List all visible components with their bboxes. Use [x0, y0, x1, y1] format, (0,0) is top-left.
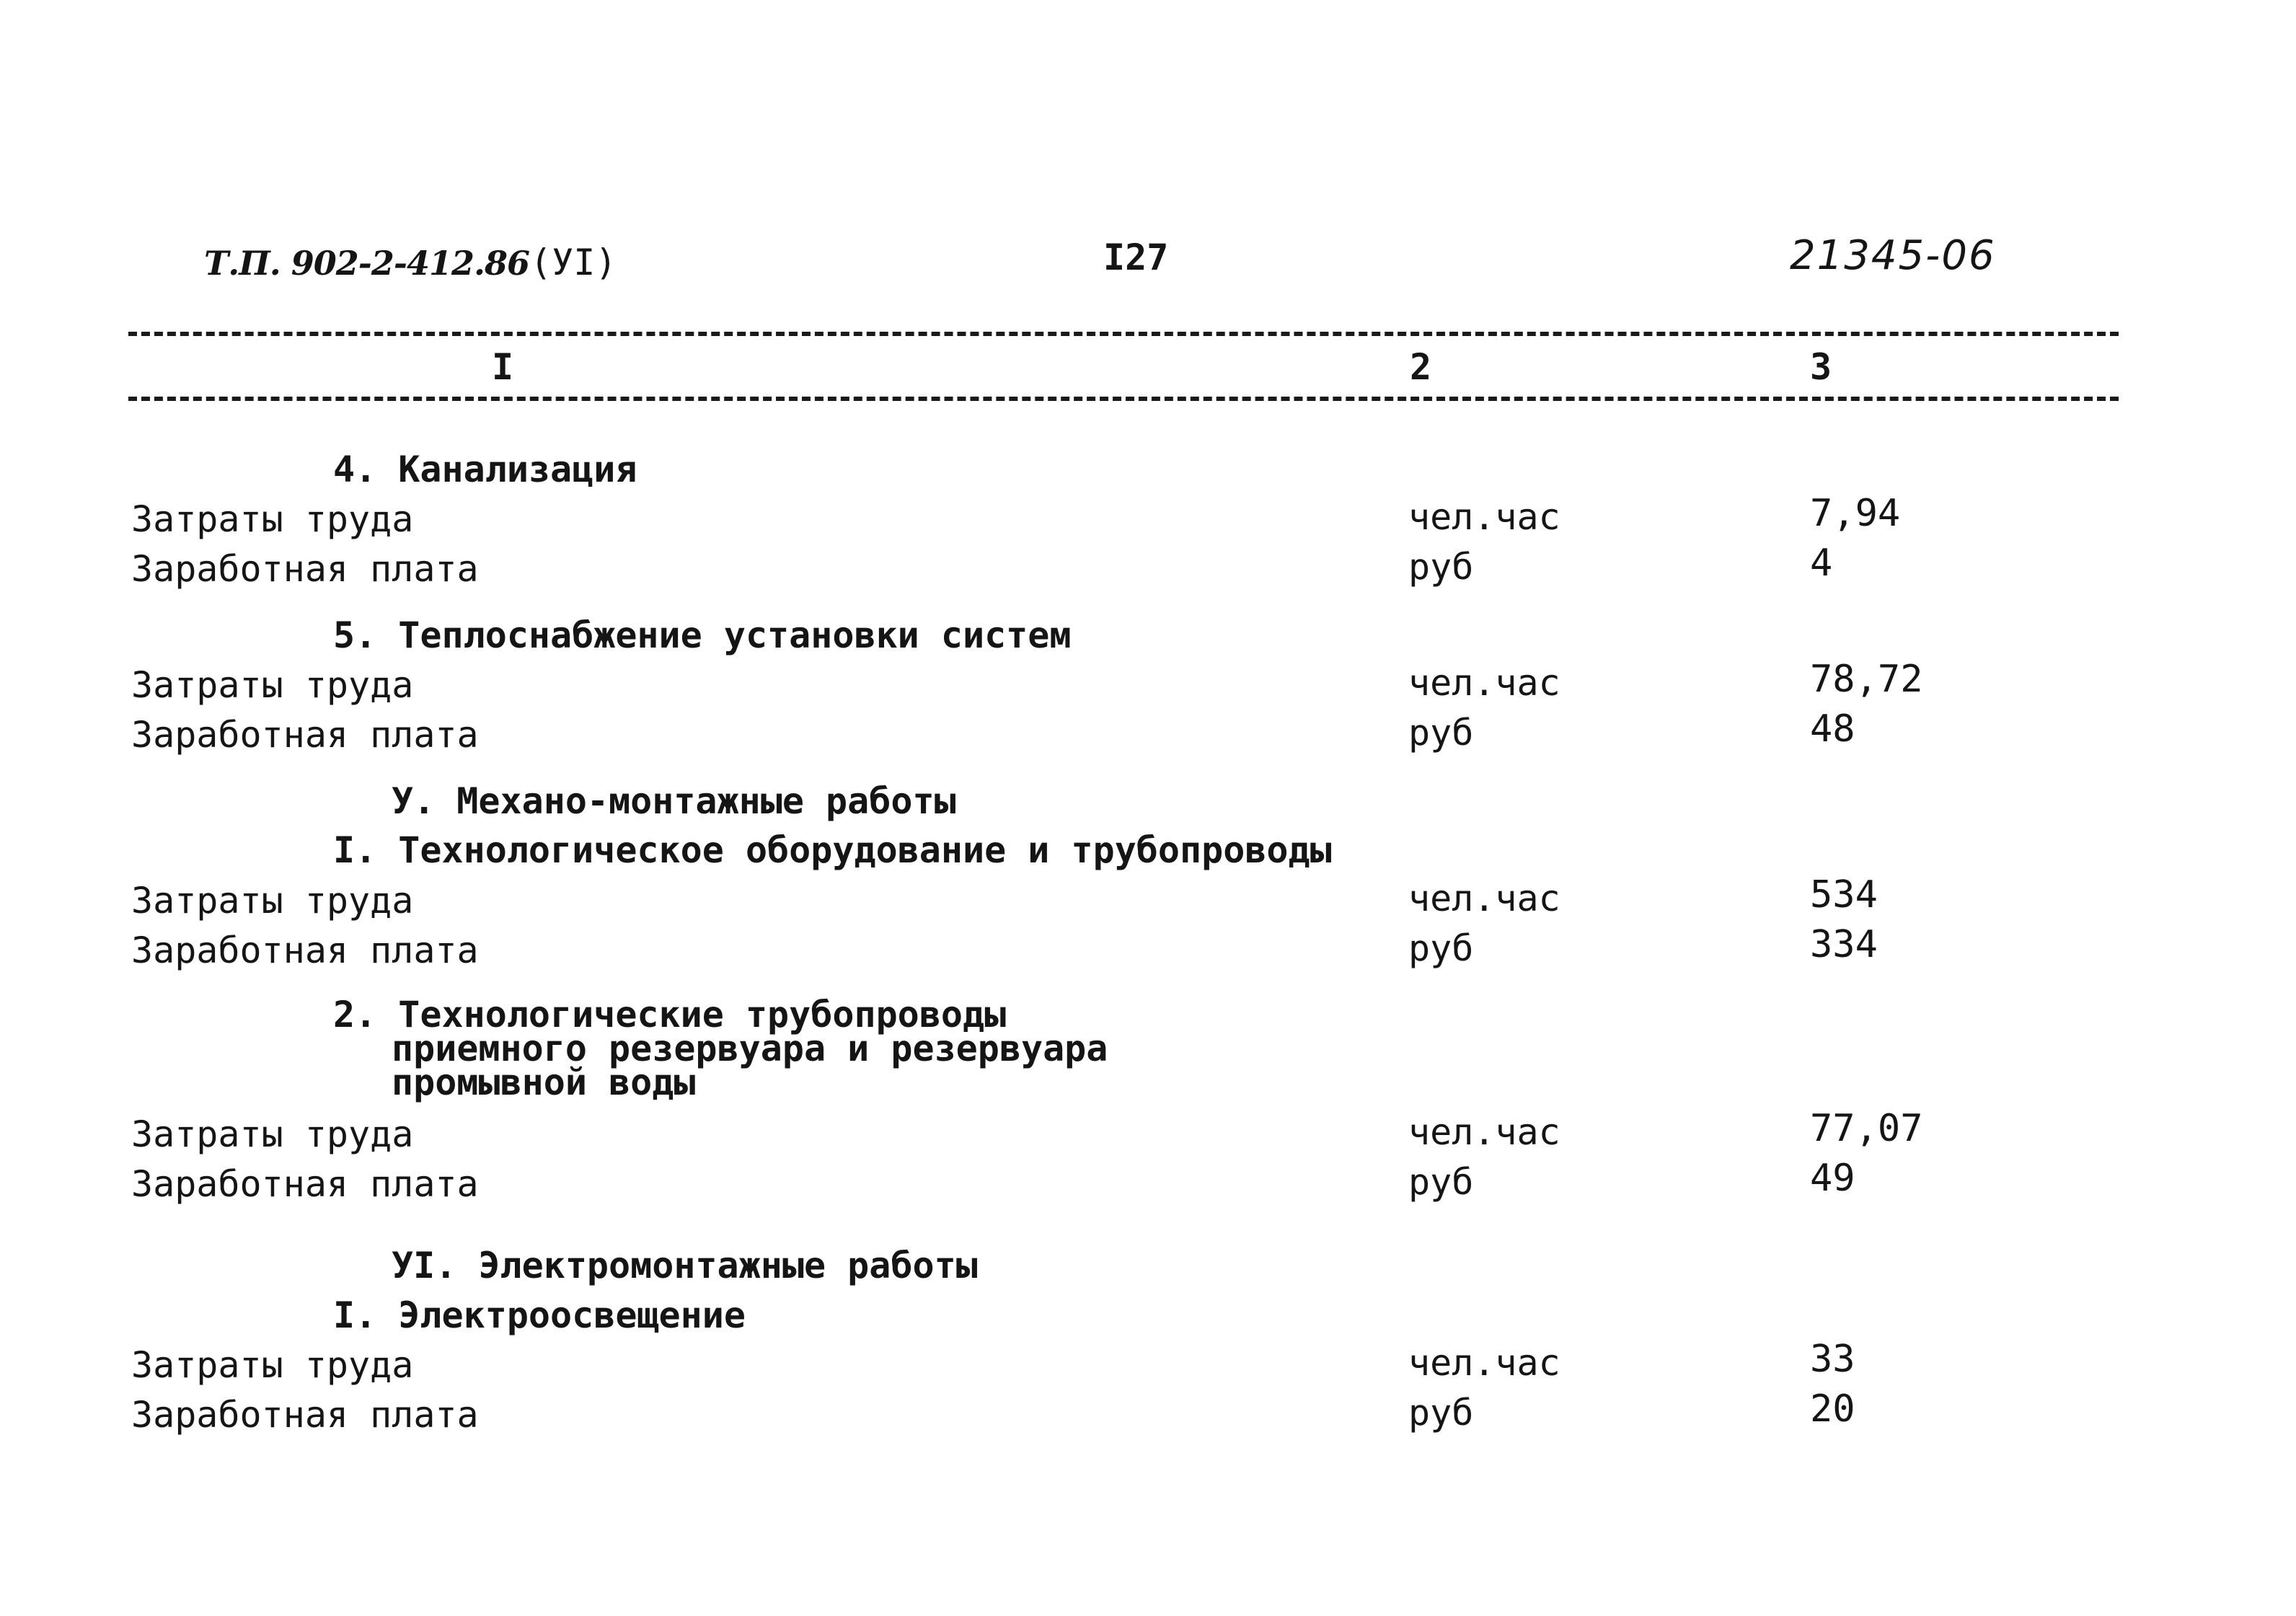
row-unit: чел.час — [1408, 878, 1560, 919]
document-number: 21345-06 — [1790, 232, 1996, 279]
section-title-line: приемного резервуара и резервуара — [392, 1028, 1108, 1069]
section-heading: УI. Электромонтажные работы — [392, 1245, 978, 1286]
row-value: 77,07 — [1810, 1107, 1923, 1150]
row-value: 7,94 — [1810, 492, 1901, 535]
row-unit: чел.час — [1408, 1342, 1560, 1384]
row-unit: чел.час — [1408, 496, 1560, 538]
row-unit: чел.час — [1408, 662, 1560, 704]
bottom-dashed-rule — [128, 397, 2119, 401]
row-value: 334 — [1810, 923, 1878, 966]
row-value: 78,72 — [1810, 658, 1923, 701]
section-title: 5. Теплоснабжение установки систем — [333, 614, 1072, 656]
row-label: Затраты труда — [131, 498, 414, 540]
row-unit: руб — [1408, 927, 1474, 969]
row-label: Заработная плата — [131, 1394, 479, 1436]
row-label: Заработная плата — [131, 1163, 479, 1205]
row-label: Затраты труда — [131, 880, 414, 922]
top-dashed-rule — [128, 332, 2119, 336]
row-unit: руб — [1408, 1392, 1474, 1434]
row-label: Заработная плата — [131, 548, 479, 590]
row-value: 4 — [1810, 542, 1833, 585]
column-header-3: 3 — [1810, 346, 1832, 388]
section-title: I. Технологическое оборудование и трубопроводы — [333, 829, 1332, 871]
section-title-line: 2. Технологические трубопроводы — [333, 994, 1007, 1036]
row-label: Заработная плата — [131, 714, 479, 756]
section-heading: У. Механо-монтажные работы — [392, 780, 956, 822]
row-label: Заработная плата — [131, 930, 479, 971]
column-header-1: I — [492, 346, 514, 388]
section-title: 4. Канализация — [333, 449, 637, 490]
row-label: Затраты труда — [131, 664, 414, 706]
project-code: Т.П. 902-2-412.86 — [204, 244, 529, 283]
row-unit: руб — [1408, 712, 1474, 754]
page-number: I27 — [1103, 237, 1169, 278]
row-value: 534 — [1810, 873, 1878, 917]
part-number: (УI) — [530, 242, 617, 283]
row-label: Затраты труда — [131, 1344, 414, 1386]
column-header-2: 2 — [1410, 346, 1432, 388]
section-title: I. Электроосвещение — [333, 1294, 746, 1336]
row-value: 33 — [1810, 1338, 1855, 1381]
row-unit: руб — [1408, 1161, 1474, 1203]
section-title-line: промывной воды — [392, 1061, 696, 1103]
row-unit: руб — [1408, 546, 1474, 588]
row-unit: чел.час — [1408, 1111, 1560, 1153]
row-value: 48 — [1810, 707, 1855, 751]
row-label: Затраты труда — [131, 1113, 414, 1155]
row-value: 49 — [1810, 1157, 1855, 1200]
row-value: 20 — [1810, 1387, 1855, 1431]
